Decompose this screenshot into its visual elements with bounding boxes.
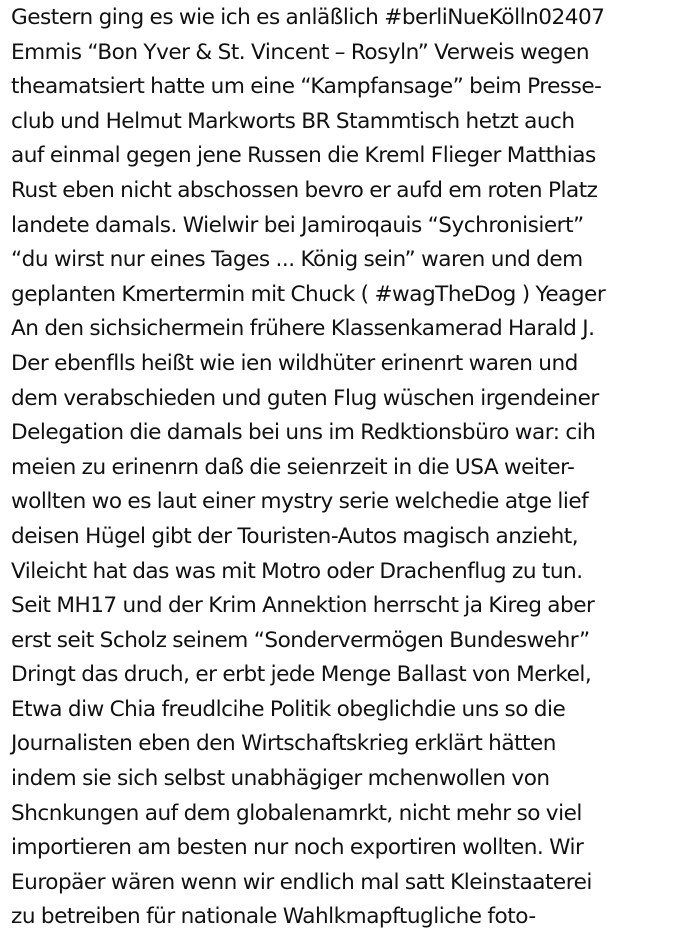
text-line: club und Helmut Markworts BR Stammtisch hetzt auch — [11, 108, 575, 134]
text-line: “du wirst nur eines Tages ... König sein” waren und dem — [11, 247, 583, 273]
text-line: dem verabschieden und guten Flug wüschen irgendeiner — [11, 385, 599, 411]
text-line: importieren am besten nur noch exportiren wollten. Wir — [11, 835, 584, 861]
text-line: auf einmal gegen jene Russen die Kreml Flieger Matthias — [11, 143, 596, 169]
text-line: landete damals. Wielwir bei Jamiroqauis “Sychronisiert” — [11, 212, 584, 238]
text-line: Dringt das druch, er erbt jede Menge Ballast von Merkel, — [11, 662, 592, 688]
text-line: Shcnkungen auf dem globalenamrkt, nicht mehr so viel — [11, 800, 582, 826]
text-line: Rust eben nicht abschossen bevro er aufd em roten Platz — [11, 177, 598, 203]
text-line: Der ebenflls heißt wie ien wildhüter erinenrt waren und — [11, 350, 578, 376]
body-text — [11, 1, 683, 935]
text-line: Journalisten eben den Wirtschaftskrieg erklärt hätten — [11, 731, 556, 757]
text-line: indem sie sich selbst unabhägiger mchenwollen von — [11, 766, 550, 792]
text-line: An den sichsichermein frühere Klassenkamerad Harald J. — [11, 316, 595, 342]
text-line: deisen Hügel gibt der Touristen-Autos magisch anzieht, — [11, 523, 579, 549]
text-line: geplanten Kmertermin mit Chuck ( #wagTheDog ) Yeager — [11, 281, 606, 307]
text-line: Seit MH17 und der Krim Annektion herrscht ja Kireg aber — [11, 593, 595, 619]
text-line: Vileicht hat das was mit Motro oder Drachenflug zu tun. — [11, 558, 583, 584]
text-line: theamatsiert hatte um eine “Kampfansage” beim Presse- — [11, 74, 602, 100]
text-line: erst seit Scholz seinem “Sondervermögen Bundeswehr” — [11, 627, 590, 653]
text-line: zu betreiben für nationale Wahlkmapftugliche foto- — [11, 904, 536, 930]
text-line: Gestern ging es wie ich es anläßlich #berliNueKölln02407 — [11, 5, 605, 30]
text-line: Emmis “Bon Yver & St. Vincent – Rosyln” Verweis wegen — [11, 39, 590, 65]
text-line: Etwa diw Chia freudlcihe Politik obeglichdie uns so die — [11, 696, 566, 722]
text-line: wollten wo es laut einer mystry serie welchedie atge lief — [11, 489, 589, 515]
text-line: meien zu erinenrn daß die seienrzeit in die USA weiter- — [11, 454, 575, 480]
text-line: Europäer wären wenn wir endlich mal satt Kleinstaaterei — [11, 869, 592, 895]
text-line: Delegation die damals bei uns im Redktionsbüro war: cih — [11, 420, 596, 446]
